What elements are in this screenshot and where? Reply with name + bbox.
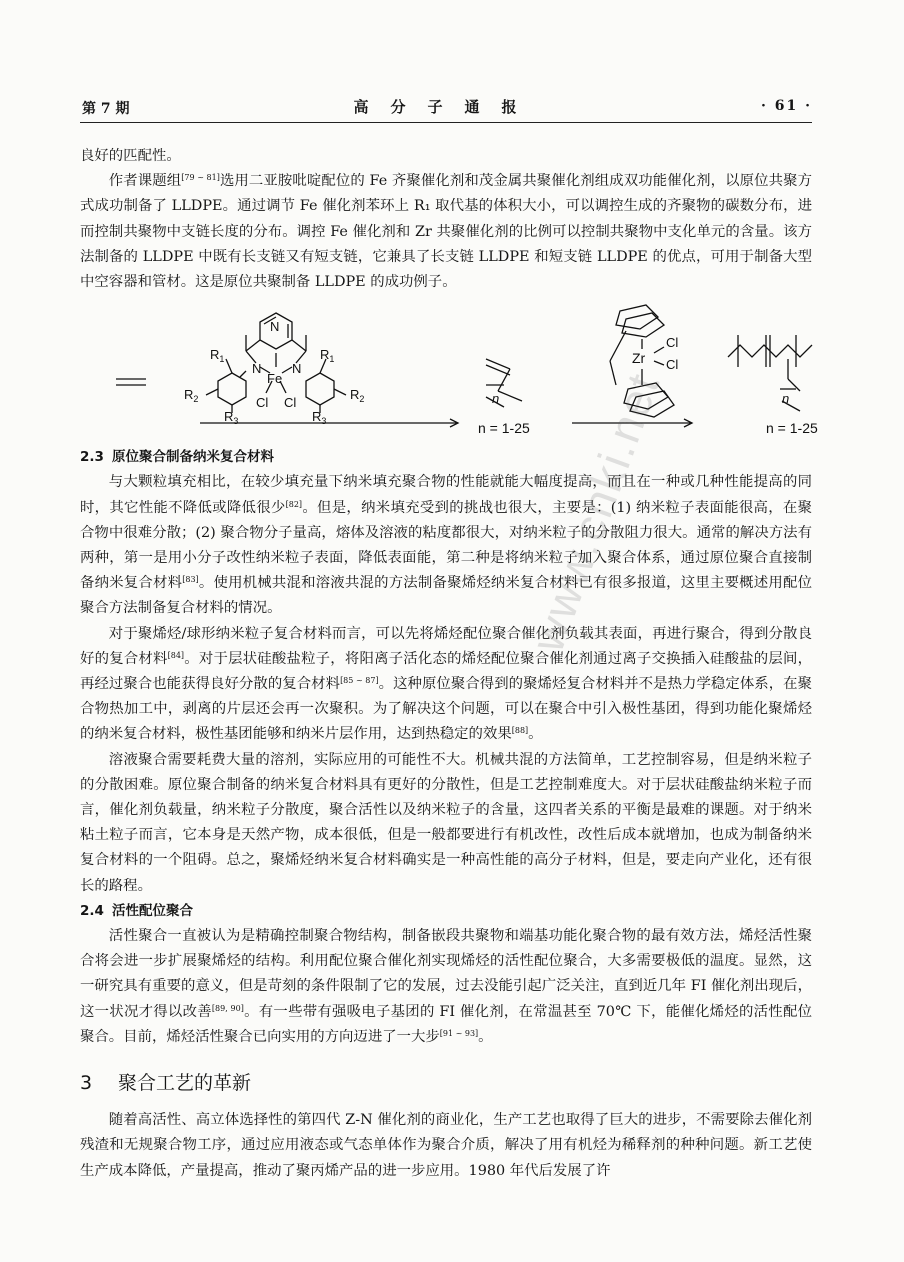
label: R [320, 347, 330, 363]
text-run: 选用二亚胺吡啶配位的 Fe 齐聚催化剂和茂金属共聚催化剂组成双功能催化剂，以原位共聚方式成功制备了 LLDPE。通过调节 Fe 催化剂苯环上 R₁ 取代基的体积大小，可以调控生成的齐聚物的碳数分布，进而控制共聚物中支链长度的分布。调控 Fe 催化剂和 Zr 共聚催化剂的比例可以控制共聚物中支化单元的含量。该方法制备的 LLDPE 中既有长支链又有短支链，它兼具了长支链 LLDPE 和短支链 LLDPE 的优点，可用于制备大型中空容器和管材。这是原位共聚制备 LLDPE 的成功例子。 [80, 173, 812, 291]
citation: [83] [182, 575, 199, 585]
text-run: 。 [478, 1028, 493, 1045]
text-run: 。 [528, 726, 543, 743]
text-run: 对于聚烯烃/球形纳米粒子复合材料而言，可以先将烯烃配位聚合催化剂负载其表面，再进行聚合，得到分散良好的复合材料 [80, 625, 812, 667]
label: R [224, 409, 234, 425]
label: 3 [233, 416, 239, 427]
paragraph: 随着高活性、高立体选择性的第四代 Z-N 催化剂的商业化，生产工艺也取得了巨大的进步，不需要除去催化剂残渣和无规聚合物工序，通过应用液态或气态单体作为聚合介质，解决了用有机烃为稀释剂的种种问题。新工艺使生产成本降低，产量提高，推动了聚丙烯产品的进一步应用。1980 年代后发展了许 [80, 1112, 812, 1179]
label: R [350, 387, 360, 403]
section-heading [80, 445, 812, 470]
text-run: 。有一些带有强吸电子基团的 FI 催化剂，在常温甚至 70℃ 下，能催化烯烃的活性配位聚合。目前，烯烃活性聚合已向实用的方向迈进了一大步 [80, 1003, 812, 1045]
label: N [252, 361, 262, 377]
citation: [79 ~ 81] [181, 173, 220, 183]
label: Cl [284, 395, 297, 411]
label: 2 [193, 394, 199, 405]
label: 1 [219, 354, 225, 365]
text-run: 作者课题组 [108, 173, 182, 190]
section-number: 3 [80, 1072, 93, 1095]
citation: [89, 90] [211, 1003, 244, 1013]
label: R [184, 387, 194, 403]
label: R [210, 347, 220, 363]
text-run: 与大颗粒填充相比，在较少填充量下纳米填充聚合物的性能就能大幅度提高，而且在一种或几种性能提高的同时，其它性能不降低或降低很少 [80, 474, 812, 516]
text-run: 。但是，纳米填充受到的挑战也很大，主要是：(1) 纳米粒子表面能很高，在聚合物中很难分散；(2) 聚合物分子量高，熔体及溶液的粘度都很大，对纳米粒子的分散阻力很大。通常的解决方法有两种，第一是用小分子改性纳米粒子表面，降低表面能，第二种是将纳米粒子加入聚合体系，通过原位聚合直接制备纳米复合材料 [80, 499, 812, 592]
section-number: 2.3 [80, 449, 104, 466]
label: Cl [256, 395, 269, 411]
paragraph: 良好的匹配性。 [80, 148, 181, 164]
svg-text:R3 [224, 409, 238, 426]
label: N [270, 319, 280, 335]
paragraph [80, 470, 812, 621]
paragraph: 溶液聚合需要耗费大量的溶剂，实际应用的可能性不大。机械共混的方法简单，工艺控制容易，但是纳米粒子的分散困难。原位聚合制备的纳米复合材料具有更好的分散性，但是工艺控制难度大。对于层状硅酸盐纳米粒子而言，催化剂负载量，纳米粒子分散度，聚合活性以及纳米粒子的含量，这四者关系的平衡是最难的课题。对于纳米粘土粒子而言，它本身是天然产物，成本很低，但是一般都要进行有机改性，改性后成本就增加，也成为制备纳米复合材料的一个阻碍。总之，聚烯烃纳米复合材料确实是一种高性能的高分子材料，但是，要走向产业化，还有很长的路程。 [80, 751, 812, 894]
text-run: 。这种原位聚合得到的聚烯烃复合材料并不是热力学稳定体系，在聚合物热加工中，剥离的片层还会再一次聚积。为了解决这个问题，可以在聚合中引入极性基团，得到功能化聚烯烃的纳米复合材料，极性基团能够和纳米片层作用，达到热稳定的效果 [80, 676, 812, 743]
watermark: www.cnki.net [520, 365, 670, 659]
metal-label: Zr [632, 350, 646, 367]
label: 1 [329, 354, 335, 365]
label: 2 [359, 394, 365, 405]
label: n = 1-25 [766, 420, 818, 437]
text-run: 。使用机械共混和溶液共混的方法制备聚烯烃纳米复合材料已有很多报道，这里主要概述用配位聚合方法制备复合材料的情况。 [80, 575, 812, 617]
svg-text:R1 [320, 347, 334, 364]
text-run: 。对于层状硅酸盐粒子，将阳离子活化态的烯烃配位聚合催化剂通过离子交换插入硅酸盐的层间，再经过聚合也能获得良好分散的复合材料 [80, 650, 812, 693]
label: R [312, 409, 322, 425]
citation: [82] [285, 499, 303, 509]
reaction-scheme [80, 301, 818, 441]
citation: [85 ~ 87] [340, 676, 379, 686]
paragraph [80, 622, 812, 748]
svg-text:R2 [350, 387, 364, 404]
label: n [782, 391, 790, 407]
label: n [492, 391, 500, 407]
page-number: · 61 · [761, 98, 812, 114]
metal-label: Fe [267, 371, 283, 387]
section-title: 聚合工艺的革新 [118, 1072, 252, 1095]
section-title: 原位聚合制备纳米复合材料 [112, 449, 274, 466]
section-heading [80, 899, 812, 924]
svg-text:R2 [184, 387, 198, 404]
label: Cl [666, 357, 679, 373]
label: N [292, 361, 302, 377]
section-number: 2.4 [80, 902, 104, 919]
citation: [88] [511, 726, 529, 736]
section-title: 活性配位聚合 [112, 902, 193, 919]
journal-title: 高分子通报 [353, 98, 539, 116]
text-run: 活性聚合一直被认为是精确控制聚合物结构，制备嵌段共聚物和端基功能化聚合物的最有效方法，烯烃活性聚合将会进一步扩展聚烯烃的结构。利用配位聚合催化剂实现烯烃的活性配位聚合，大多需要极低的温度。显然，这一研究具有重要的意义，但是苛刻的条件限制了它的发展，过去没能引起广泛关注，直到近几年 FI 催化剂出现后，这一状况才得以改善 [80, 928, 812, 1020]
svg-text:R1 [210, 347, 224, 364]
label: n = 1-25 [478, 420, 530, 437]
label: 3 [321, 416, 327, 427]
paragraph [80, 169, 812, 295]
chapter-heading [80, 1068, 812, 1098]
running-header [80, 96, 812, 123]
article-body [80, 144, 818, 1184]
paragraph [80, 924, 812, 1050]
citation: [91 ~ 93] [439, 1028, 479, 1038]
citation: [84] [167, 650, 185, 660]
svg-text:R3 [312, 409, 326, 426]
issue-number: 第 7 期 [82, 101, 130, 117]
label: Cl [666, 335, 679, 351]
